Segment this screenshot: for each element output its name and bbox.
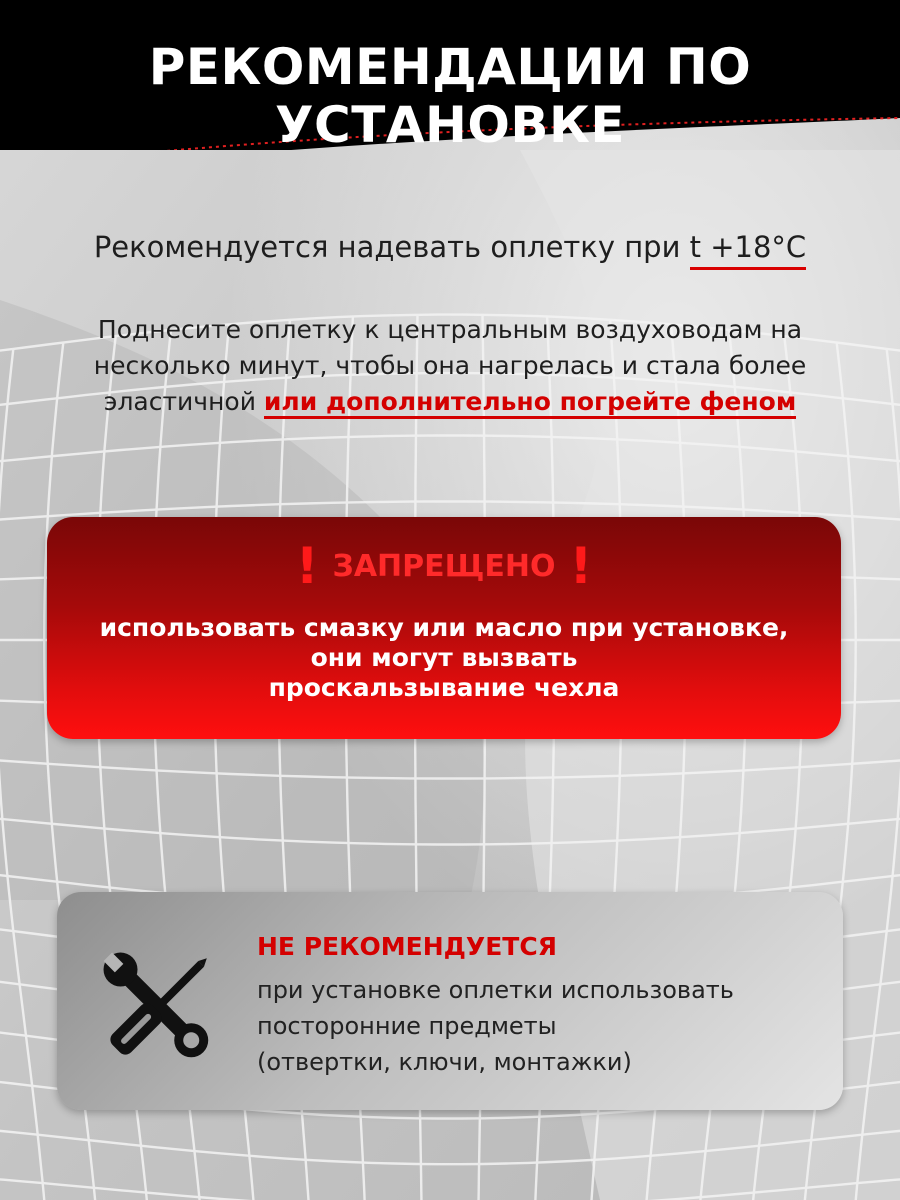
not-recommended-line-2: посторонние предметы	[257, 1012, 557, 1040]
forbidden-card	[47, 517, 841, 739]
not-recommended-title: НЕ РЕКОМЕНДУЕТСЯ	[257, 932, 557, 961]
exclamation-icon: !	[569, 537, 593, 595]
not-recommended-line-3: (отвертки, ключи, монтажки)	[257, 1048, 632, 1076]
temperature-text: Рекомендуется надевать оплетку при	[93, 230, 690, 264]
temperature-recommendation	[0, 230, 900, 264]
heating-instruction	[20, 312, 880, 420]
forbidden-text	[47, 613, 841, 703]
forbidden-heading	[47, 537, 841, 595]
instruction-line-3-plain: эластичной	[103, 387, 264, 416]
instruction-line-3	[20, 384, 880, 420]
instruction-line-1: Поднесите оплетку к центральным воздуховодам на	[97, 315, 803, 344]
not-recommended-line-1: при установке оплетки использовать	[257, 976, 734, 1004]
instruction-line-2: несколько минут, чтобы она нагрелась и стала более	[93, 351, 807, 380]
instruction-highlight: или дополнительно погрейте феном	[264, 387, 796, 419]
page-title: РЕКОМЕНДАЦИИ ПО УСТАНОВКЕ	[148, 38, 752, 154]
forbidden-line-1: использовать смазку или масло при установке,	[99, 613, 789, 642]
exclamation-icon: !	[295, 537, 319, 595]
forbidden-line-3: проскальзывание чехла	[268, 673, 620, 702]
header-banner	[0, 0, 900, 154]
temperature-value: t +18°C	[690, 230, 807, 270]
forbidden-line-2: они могут вызвать	[310, 643, 578, 672]
forbidden-title: ЗАПРЕЩЕНО	[332, 548, 556, 584]
not-recommended-text	[257, 972, 827, 1080]
not-recommended-card	[57, 892, 843, 1110]
tools-icon	[93, 942, 223, 1072]
